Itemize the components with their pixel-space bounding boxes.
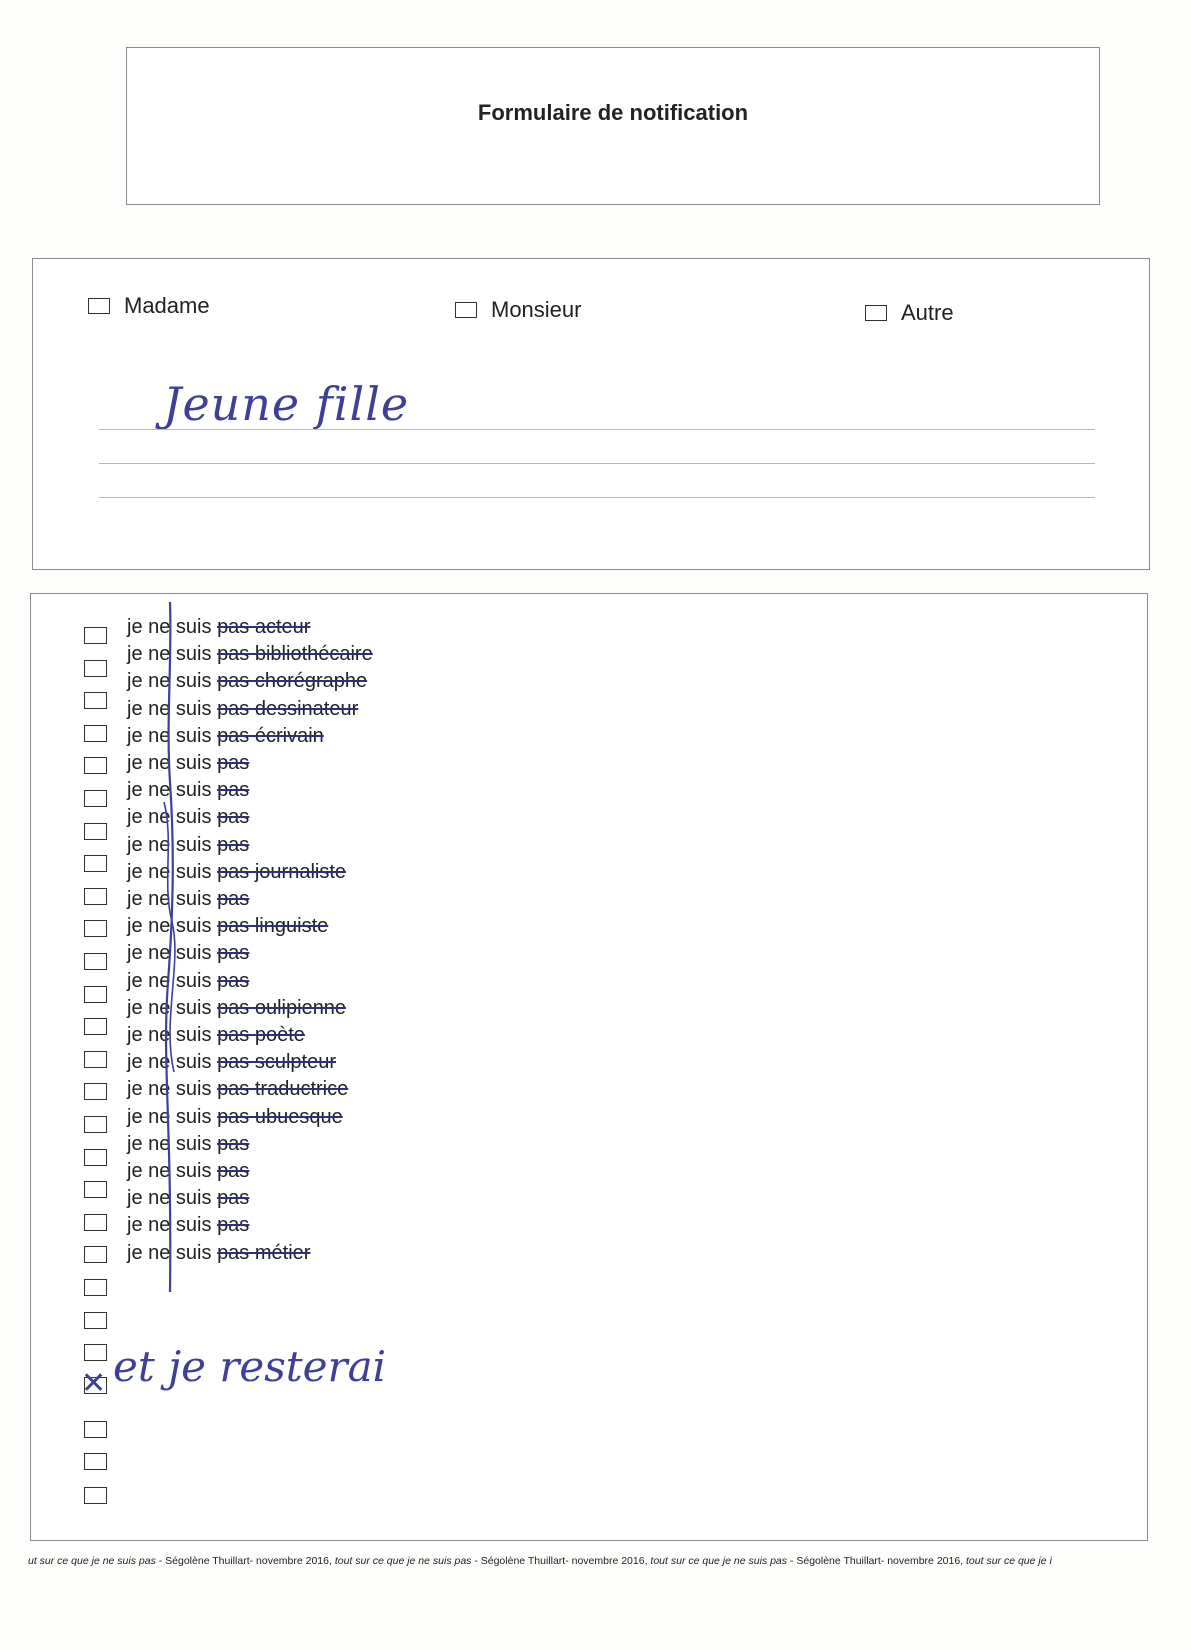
- statement-prefix: je ne suis: [127, 643, 212, 666]
- statement-struck: pas bibliothécaire: [217, 643, 373, 666]
- statement-line: [127, 804, 249, 831]
- statement-struck: pas ubuesque: [217, 1105, 343, 1128]
- statement-prefix: je ne suis: [127, 888, 212, 910]
- statement-line: [127, 832, 249, 859]
- statement-prefix: je ne suis: [127, 697, 212, 720]
- statement-checkbox[interactable]: [84, 1051, 107, 1068]
- statement-struck: pas: [217, 833, 250, 856]
- statement-struck: pas: [217, 1160, 250, 1182]
- statement-struck: pas métier: [217, 1241, 311, 1264]
- statement-checkbox[interactable]: [84, 692, 107, 709]
- footer-italic-start: ut sur ce que je ne suis pas: [28, 1555, 156, 1567]
- statement-checkbox[interactable]: [84, 1453, 107, 1470]
- statement-line: [127, 1240, 310, 1267]
- statement-prefix: je ne suis: [127, 616, 212, 638]
- statement-checkbox[interactable]: [84, 823, 107, 840]
- statement-checkbox[interactable]: [84, 660, 107, 677]
- statement-checkbox[interactable]: [84, 1487, 107, 1504]
- statement-prefix: je ne suis: [127, 1051, 212, 1074]
- statement-prefix: je ne suis: [127, 1160, 212, 1182]
- statement-line: [127, 1185, 249, 1212]
- statement-struck: pas dessinateur: [217, 697, 359, 720]
- statement-checkbox[interactable]: [84, 1018, 107, 1035]
- statement-checkbox[interactable]: [84, 1421, 107, 1438]
- madame-checkbox[interactable]: [88, 298, 110, 314]
- statement-checkbox[interactable]: [84, 1344, 107, 1361]
- statement-struck: pas acteur: [217, 616, 311, 638]
- footer-italic-2: tout sur ce que je ne suis pas: [334, 1555, 472, 1567]
- statement-line: [127, 750, 249, 777]
- statement-prefix: je ne suis: [127, 1187, 212, 1210]
- statement-prefix: je ne suis: [127, 1024, 212, 1046]
- statement-prefix: je ne suis: [127, 996, 212, 1019]
- madame-label: Madame: [124, 293, 210, 318]
- statement-struck: pas linguiste: [217, 915, 329, 938]
- statement-struck: pas: [217, 1132, 250, 1155]
- statement-struck: pas oulipienne: [217, 996, 347, 1019]
- ne-strike-stroke: [156, 602, 186, 1292]
- statement-struck: pas: [217, 942, 250, 965]
- footer-credit-1: - Ségolène Thuillart- novembre 2016,: [155, 1555, 335, 1567]
- statement-checkbox[interactable]: [84, 757, 107, 774]
- ruled-line: [99, 497, 1095, 498]
- statement-struck: pas: [217, 779, 250, 802]
- statement-prefix: je ne suis: [127, 670, 212, 693]
- handwritten-jeune-fille: Jeune fille: [163, 377, 410, 431]
- x-mark-icon: ✕: [81, 1366, 107, 1401]
- statement-prefix: je ne suis: [127, 1105, 212, 1128]
- statement-prefix: je ne suis: [127, 1132, 212, 1155]
- option-monsieur[interactable]: [455, 297, 581, 323]
- statement-checkbox[interactable]: [84, 855, 107, 872]
- statement-prefix: je ne suis: [127, 969, 212, 992]
- option-madame[interactable]: [88, 293, 210, 319]
- statement-prefix: je ne suis: [127, 779, 212, 802]
- monsieur-checkbox[interactable]: [455, 302, 477, 318]
- statement-checkbox[interactable]: [84, 920, 107, 937]
- autre-label: Autre: [901, 300, 954, 325]
- statement-line: [127, 968, 249, 995]
- statement-checkbox[interactable]: [84, 986, 107, 1003]
- statement-struck: pas: [217, 1214, 250, 1237]
- statement-struck: pas poète: [217, 1024, 305, 1046]
- statement-prefix: je ne suis: [127, 1078, 212, 1101]
- statement-checkbox[interactable]: [84, 1214, 107, 1231]
- statement-struck: pas: [217, 806, 250, 829]
- statement-line: [127, 886, 249, 913]
- statement-struck: pas écrivain: [217, 724, 324, 747]
- ruled-line: [99, 429, 1095, 430]
- statement-checkbox[interactable]: [84, 790, 107, 807]
- statement-prefix: je ne suis: [127, 806, 212, 829]
- footer-credit-2: - Ségolène Thuillart- novembre 2016,: [471, 1555, 651, 1567]
- statement-checkbox[interactable]: [84, 725, 107, 742]
- handwritten-et-je-resterai: et je resterai: [113, 1342, 387, 1391]
- statement-checkbox[interactable]: [84, 953, 107, 970]
- statement-prefix: je ne suis: [127, 1214, 212, 1237]
- ruled-line: [99, 463, 1095, 464]
- footer-italic-3: tout sur ce que je ne suis pas: [650, 1555, 788, 1567]
- statement-checkbox[interactable]: [84, 1312, 107, 1329]
- statement-struck: pas chorégraphe: [217, 670, 368, 693]
- title-box: [126, 47, 1100, 205]
- statements-box: [30, 593, 1148, 1541]
- statement-struck: pas: [217, 888, 250, 910]
- statement-struck: pas sculpteur: [217, 1051, 337, 1074]
- statement-checkbox[interactable]: [84, 1116, 107, 1133]
- statement-checkbox[interactable]: [84, 1149, 107, 1166]
- statement-checkbox[interactable]: [84, 627, 107, 644]
- statement-line: [127, 1022, 305, 1049]
- form-title: Formulaire de notification: [477, 100, 749, 125]
- autre-checkbox[interactable]: [865, 305, 887, 321]
- statement-prefix: je ne suis: [127, 942, 212, 965]
- statement-checkbox[interactable]: [84, 1279, 107, 1296]
- statement-line: [127, 1131, 249, 1158]
- statement-checkbox[interactable]: [84, 1246, 107, 1263]
- statement-prefix: je ne suis: [127, 860, 212, 883]
- statement-prefix: je ne suis: [127, 1241, 212, 1264]
- statement-line: [127, 777, 249, 804]
- statement-line: [127, 614, 310, 641]
- statement-line: [127, 940, 249, 967]
- statement-struck: pas: [217, 752, 250, 774]
- statement-checkbox[interactable]: [84, 1181, 107, 1198]
- civility-box: [32, 258, 1150, 570]
- statement-struck: pas journaliste: [217, 860, 347, 883]
- statement-prefix: je ne suis: [127, 752, 212, 774]
- statement-prefix: je ne suis: [127, 833, 212, 856]
- statement-prefix: je ne suis: [127, 915, 212, 938]
- option-autre[interactable]: [865, 300, 954, 326]
- statement-line: [127, 1158, 249, 1185]
- statement-struck: pas traductrice: [217, 1078, 349, 1101]
- statement-checkbox[interactable]: [84, 888, 107, 905]
- footer-credit: [28, 1555, 1148, 1567]
- statement-struck: pas: [217, 1187, 250, 1210]
- statement-line: [127, 1212, 249, 1239]
- footer-tail: tout sur ce que je i: [966, 1555, 1052, 1567]
- statement-checkbox[interactable]: [84, 1083, 107, 1100]
- statement-struck: pas: [217, 969, 250, 992]
- monsieur-label: Monsieur: [491, 297, 582, 322]
- statement-prefix: je ne suis: [127, 724, 212, 747]
- footer-credit-3: - Ségolène Thuillart- novembre 2016,: [787, 1555, 967, 1567]
